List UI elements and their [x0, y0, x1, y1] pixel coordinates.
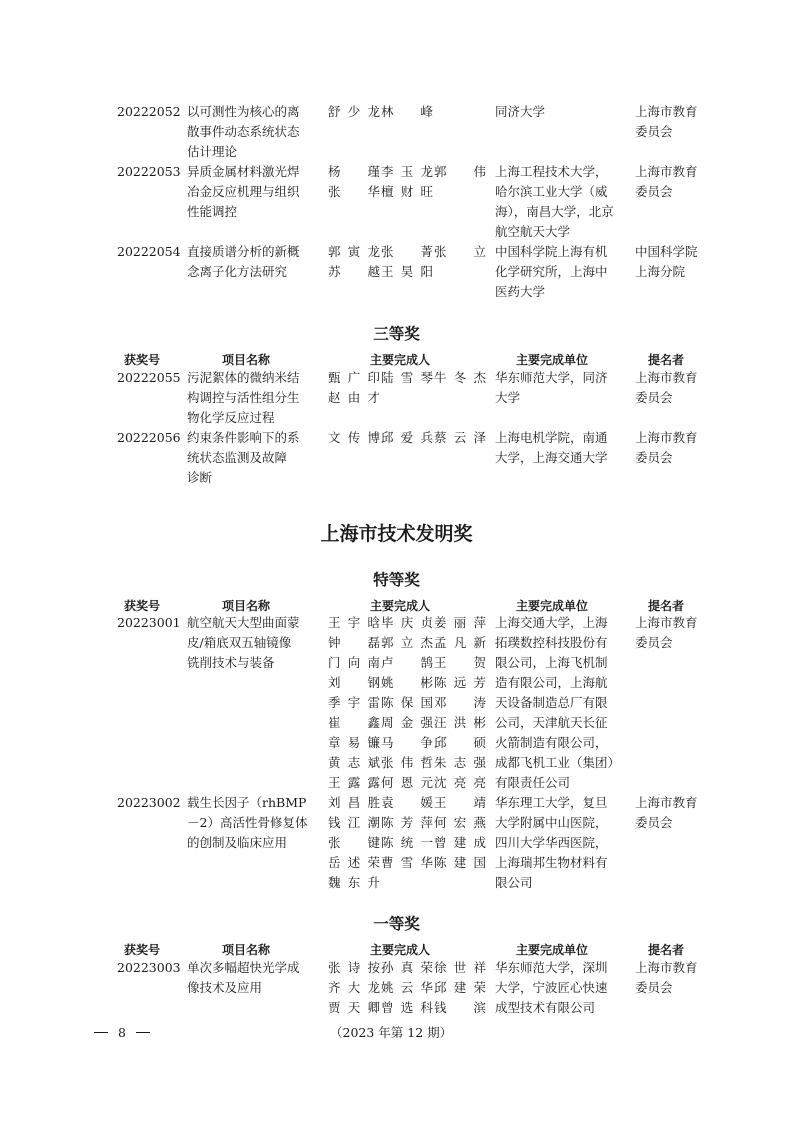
contributor-name: 姚云华: [381, 980, 433, 995]
nominator-line: 委员会: [635, 124, 673, 139]
project-name: [187, 958, 317, 998]
contributor-name: 张 立: [434, 244, 486, 259]
contributor-name: 曾选科: [381, 1000, 433, 1015]
project-name-line: 冶金反应机理与组织: [187, 184, 300, 199]
contributor-name: 郭 伟: [434, 164, 486, 179]
contributor-name: 邱爱兵: [381, 430, 433, 445]
unit-line: 华东理工大学，复旦: [495, 795, 608, 810]
main-contributors: [328, 793, 485, 893]
contributor-name: 卢 鹄: [381, 655, 433, 670]
contributors-line: [328, 853, 485, 873]
project-name-line: 单次多幅超快光学成: [187, 960, 300, 975]
main-contributors: [328, 428, 485, 448]
contributor-name: 张 菁: [381, 244, 433, 259]
contributor-name: 刘昌胜: [328, 795, 380, 810]
contributors-line: [328, 182, 485, 202]
contributors-line: [328, 262, 485, 282]
unit-line: 火箭制造有限公司，: [495, 735, 608, 750]
nominator: [635, 613, 710, 653]
nominator-line: 委员会: [635, 635, 673, 650]
nominator-line: 委员会: [635, 815, 673, 830]
contributor-name: 钱江潮: [328, 815, 380, 830]
unit-line: 天设备制造总厂有限: [495, 695, 608, 710]
header-name: 项目名称: [222, 943, 271, 957]
contributors-line: [328, 773, 485, 793]
contributor-name: 黄志斌: [328, 755, 380, 770]
contributors-line: [328, 958, 485, 978]
nominator-line: 上海市教育: [635, 104, 698, 119]
unit-line: 大学，上海交通大学: [495, 450, 608, 465]
project-name-line: 约束条件影响下的系: [187, 430, 300, 445]
main-contributors: [328, 958, 485, 1018]
contributors-line: [328, 693, 485, 713]
contributor-name: 孟凡新: [434, 635, 486, 650]
contributor-name: 汪洪彬: [434, 715, 486, 730]
nominator: [635, 428, 710, 468]
project-name-line: 直接质谱分析的新概: [187, 244, 300, 259]
contributor-name: 林 峰: [381, 104, 433, 119]
contributor-name: 刘 钢: [328, 675, 380, 690]
contributor-name: 毕庆贞: [381, 615, 433, 630]
contributor-name: 贾天卿: [328, 1000, 380, 1015]
main-title: 上海市技术发明奖: [320, 523, 473, 545]
header-id: 获奖号: [124, 599, 161, 613]
unit-line: 医药大学: [495, 284, 546, 299]
contributors-line: [328, 428, 485, 448]
contributor-name: 邱建荣: [434, 980, 486, 995]
contributors-line: [328, 873, 485, 893]
unit-line: 大学附属中山医院，: [495, 815, 608, 830]
nominator: [635, 793, 710, 833]
contributors-line: [328, 813, 485, 833]
unit-line: 成型技术有限公司: [495, 1000, 596, 1015]
unit-line: 海），南昌大学，北京: [495, 204, 614, 219]
contributor-name: 门向南: [328, 655, 380, 670]
project-name-line: 散事件动态系统状态: [187, 124, 300, 139]
header-name: 项目名称: [222, 353, 271, 367]
footer-dash-left: [94, 1032, 108, 1033]
main-units: [495, 958, 625, 1018]
project-name: [187, 242, 317, 282]
nominator-line: 上海市教育: [635, 430, 698, 445]
contributor-name: 钟 磊: [328, 635, 380, 650]
contributor-name: 邱 硕: [434, 735, 486, 750]
contributor-name: 蔡云泽: [434, 430, 486, 445]
project-name: [187, 102, 317, 162]
header-unit: 主要完成单位: [516, 599, 589, 613]
contributors-line: [328, 978, 485, 998]
unit-line: 中国科学院上海有机: [495, 244, 608, 259]
project-name-line: 皮/箱底双五轴镜像: [187, 635, 292, 650]
project-name-line: 统状态监测及故障: [187, 450, 288, 465]
header-unit: 主要完成单位: [516, 943, 589, 957]
contributor-name: 季宇雷: [328, 695, 380, 710]
unit-line: 大学: [495, 390, 521, 405]
header-nominator: 提名者: [648, 599, 685, 613]
project-name-line: 物化学反应过程: [187, 410, 275, 425]
nominator-line: 委员会: [635, 980, 673, 995]
contributors-line: [328, 613, 485, 633]
header-id: 获奖号: [124, 943, 161, 957]
nominator-line: 委员会: [635, 184, 673, 199]
contributor-name: 陈芳萍: [381, 815, 433, 830]
project-name-line: 构调控与活性组分生: [187, 390, 300, 405]
nominator-line: 上海市教育: [635, 370, 698, 385]
nominator-line: 委员会: [635, 390, 673, 405]
footer-dash-right: [136, 1032, 150, 1033]
unit-line: 拓璞数控科技股份有: [495, 635, 608, 650]
project-name-line: 像技术及应用: [187, 980, 263, 995]
main-contributors: [328, 368, 485, 408]
contributors-line: [328, 713, 485, 733]
unit-line: 上海工程技术大学，: [495, 164, 608, 179]
contributor-name: 岳述荣: [328, 855, 380, 870]
contributor-name: 陈远芳: [434, 675, 486, 690]
nominator: [635, 242, 710, 282]
unit-line: 同济大学: [495, 104, 546, 119]
nominator-line: 上海市教育: [635, 960, 698, 975]
contributor-name: 姜丽萍: [434, 615, 486, 630]
main-units: [495, 428, 625, 468]
contributor-name: 牛冬杰: [434, 370, 486, 385]
main-units: [495, 793, 625, 893]
award-id: 20223003: [117, 960, 181, 975]
contributor-name: 陈建国: [434, 855, 486, 870]
project-name-line: 性能调控: [187, 204, 238, 219]
nominator-line: 上海市教育: [635, 795, 698, 810]
project-name-line: 念离子化方法研究: [187, 264, 288, 279]
issue-label: （2023 年第 12 期）: [330, 1025, 453, 1040]
header-people: 主要完成人: [370, 943, 431, 957]
contributor-name: 檀财旺: [381, 184, 433, 199]
main-units: [495, 368, 625, 408]
project-name: [187, 793, 317, 853]
contributors-line: [328, 653, 485, 673]
contributors-line: [328, 833, 485, 853]
contributor-name: 邓 涛: [434, 695, 486, 710]
nominator-line: 上海市教育: [635, 615, 698, 630]
main-contributors: [328, 162, 485, 202]
main-units: [495, 242, 625, 302]
contributor-name: 徐世祥: [434, 960, 486, 975]
unit-line: 化学研究所，上海中: [495, 264, 608, 279]
unit-line: 大学，宁波匠心快速: [495, 980, 608, 995]
contributor-name: 郭立杰: [381, 635, 433, 650]
contributor-name: 王宇晗: [328, 615, 380, 630]
contributor-name: 陈统一: [381, 835, 433, 850]
contributor-name: 赵由才: [328, 390, 380, 405]
contributor-name: 陆雪琴: [381, 370, 433, 385]
header-people: 主要完成人: [370, 599, 431, 613]
header-nominator: 提名者: [648, 353, 685, 367]
contributor-name: 张 键: [328, 835, 380, 850]
award-id: 20222054: [117, 244, 181, 259]
nominator: [635, 368, 710, 408]
contributors-line: [328, 388, 485, 408]
contributor-name: 孙真荣: [381, 960, 433, 975]
contributor-name: 朱志强: [434, 755, 486, 770]
nominator: [635, 162, 710, 202]
contributor-name: 舒少龙: [328, 104, 380, 119]
nominator: [635, 958, 710, 998]
contributor-name: 李玉龙: [381, 164, 433, 179]
award-id: 20223001: [117, 615, 181, 630]
contributor-name: 崔 鑫: [328, 715, 380, 730]
project-name-line: 估计理论: [187, 144, 238, 159]
unit-line: 华东师范大学，深圳: [495, 960, 608, 975]
contributor-name: 齐大龙: [328, 980, 380, 995]
main-units: [495, 162, 625, 242]
contributor-name: 张伟哲: [381, 755, 433, 770]
unit-line: 上海电机学院，南通: [495, 430, 608, 445]
contributor-name: 曹雪华: [381, 855, 433, 870]
unit-line: 公司，天津航天长征: [495, 715, 608, 730]
project-name: [187, 368, 317, 428]
nominator-line: 上海市教育: [635, 164, 698, 179]
project-name: [187, 162, 317, 222]
project-name-line: 诊断: [187, 470, 213, 485]
unit-line: 上海瑞邦生物材料有: [495, 855, 608, 870]
unit-line: 成都飞机工业（集团）: [495, 755, 621, 770]
contributors-line: [328, 793, 485, 813]
page-number: 8: [118, 1025, 126, 1040]
project-name-line: 污泥絮体的微纳米结: [187, 370, 300, 385]
main-contributors: [328, 613, 485, 793]
unit-line: 造有限公司，上海航: [495, 675, 608, 690]
unit-line: 限公司: [495, 875, 533, 890]
nominator-line: 中国科学院: [635, 244, 698, 259]
nominator-line: 上海分院: [635, 264, 686, 279]
header-unit: 主要完成单位: [516, 353, 589, 367]
contributor-name: 郭寅龙: [328, 244, 380, 259]
project-name-line: 的创制及临床应用: [187, 835, 288, 850]
project-name-line: 异质金属材料激光焊: [187, 164, 300, 179]
award-id: 20222056: [117, 430, 181, 445]
contributor-name: 钱 滨: [434, 1000, 486, 1015]
project-name-line: －2）高活性骨修复体: [187, 815, 308, 830]
unit-line: 有限责任公司: [495, 775, 571, 790]
contributors-line: [328, 673, 485, 693]
section-title: 三等奖: [373, 325, 420, 343]
contributor-name: 章易镰: [328, 735, 380, 750]
contributors-line: [328, 368, 485, 388]
header-people: 主要完成人: [370, 353, 431, 367]
contributor-name: 张诗按: [328, 960, 380, 975]
project-name-line: 以可测性为核心的离: [187, 104, 300, 119]
contributor-name: 周金强: [381, 715, 433, 730]
contributors-line: [328, 998, 485, 1018]
contributor-name: 沈亮亮: [434, 775, 486, 790]
unit-line: 限公司，上海飞机制: [495, 655, 608, 670]
award-id: 20223002: [117, 795, 181, 810]
contributors-line: [328, 733, 485, 753]
section-title: 一等奖: [373, 915, 420, 933]
contributor-name: 何宏燕: [434, 815, 486, 830]
contributor-name: 杨 瑾: [328, 164, 380, 179]
contributor-name: 陈保国: [381, 695, 433, 710]
contributors-line: [328, 102, 485, 122]
main-units: [495, 613, 625, 793]
project-name: [187, 428, 317, 488]
contributor-name: 王 靖: [434, 795, 486, 810]
contributor-name: 袁 媛: [381, 795, 433, 810]
nominator: [635, 102, 710, 142]
header-id: 获奖号: [124, 353, 161, 367]
unit-line: 上海交通大学，上海: [495, 615, 608, 630]
unit-line: 华东师范大学，同济: [495, 370, 608, 385]
contributor-name: 苏 越: [328, 264, 380, 279]
contributor-name: 魏东升: [328, 875, 380, 890]
project-name-line: 航空航天大型曲面蒙: [187, 615, 300, 630]
project-name-line: 铣削技术与装备: [187, 655, 275, 670]
main-units: [495, 102, 625, 122]
project-name: [187, 613, 317, 673]
contributors-line: [328, 162, 485, 182]
unit-line: 航空航天大学: [495, 224, 571, 239]
contributor-name: 王昊阳: [381, 264, 433, 279]
contributor-name: 何恩元: [381, 775, 433, 790]
project-name-line: 载生长因子（rhBMP: [187, 795, 307, 810]
contributors-line: [328, 753, 485, 773]
award-id: 20222055: [117, 370, 181, 385]
main-contributors: [328, 242, 485, 282]
header-name: 项目名称: [222, 599, 271, 613]
contributor-name: 甄广印: [328, 370, 380, 385]
header-nominator: 提名者: [648, 943, 685, 957]
section-title: 特等奖: [373, 571, 420, 589]
main-contributors: [328, 102, 485, 122]
contributor-name: 王 贺: [434, 655, 486, 670]
contributor-name: 王露露: [328, 775, 380, 790]
nominator-line: 委员会: [635, 450, 673, 465]
contributor-name: 姚 彬: [381, 675, 433, 690]
contributor-name: 文传博: [328, 430, 380, 445]
contributor-name: 马 争: [381, 735, 433, 750]
contributor-name: 曾建成: [434, 835, 486, 850]
award-id: 20222053: [117, 164, 181, 179]
contributor-name: 张 华: [328, 184, 380, 199]
unit-line: 哈尔滨工业大学（威: [495, 184, 608, 199]
unit-line: 四川大学华西医院，: [495, 835, 608, 850]
award-id: 20222052: [117, 104, 181, 119]
contributors-line: [328, 633, 485, 653]
contributors-line: [328, 242, 485, 262]
